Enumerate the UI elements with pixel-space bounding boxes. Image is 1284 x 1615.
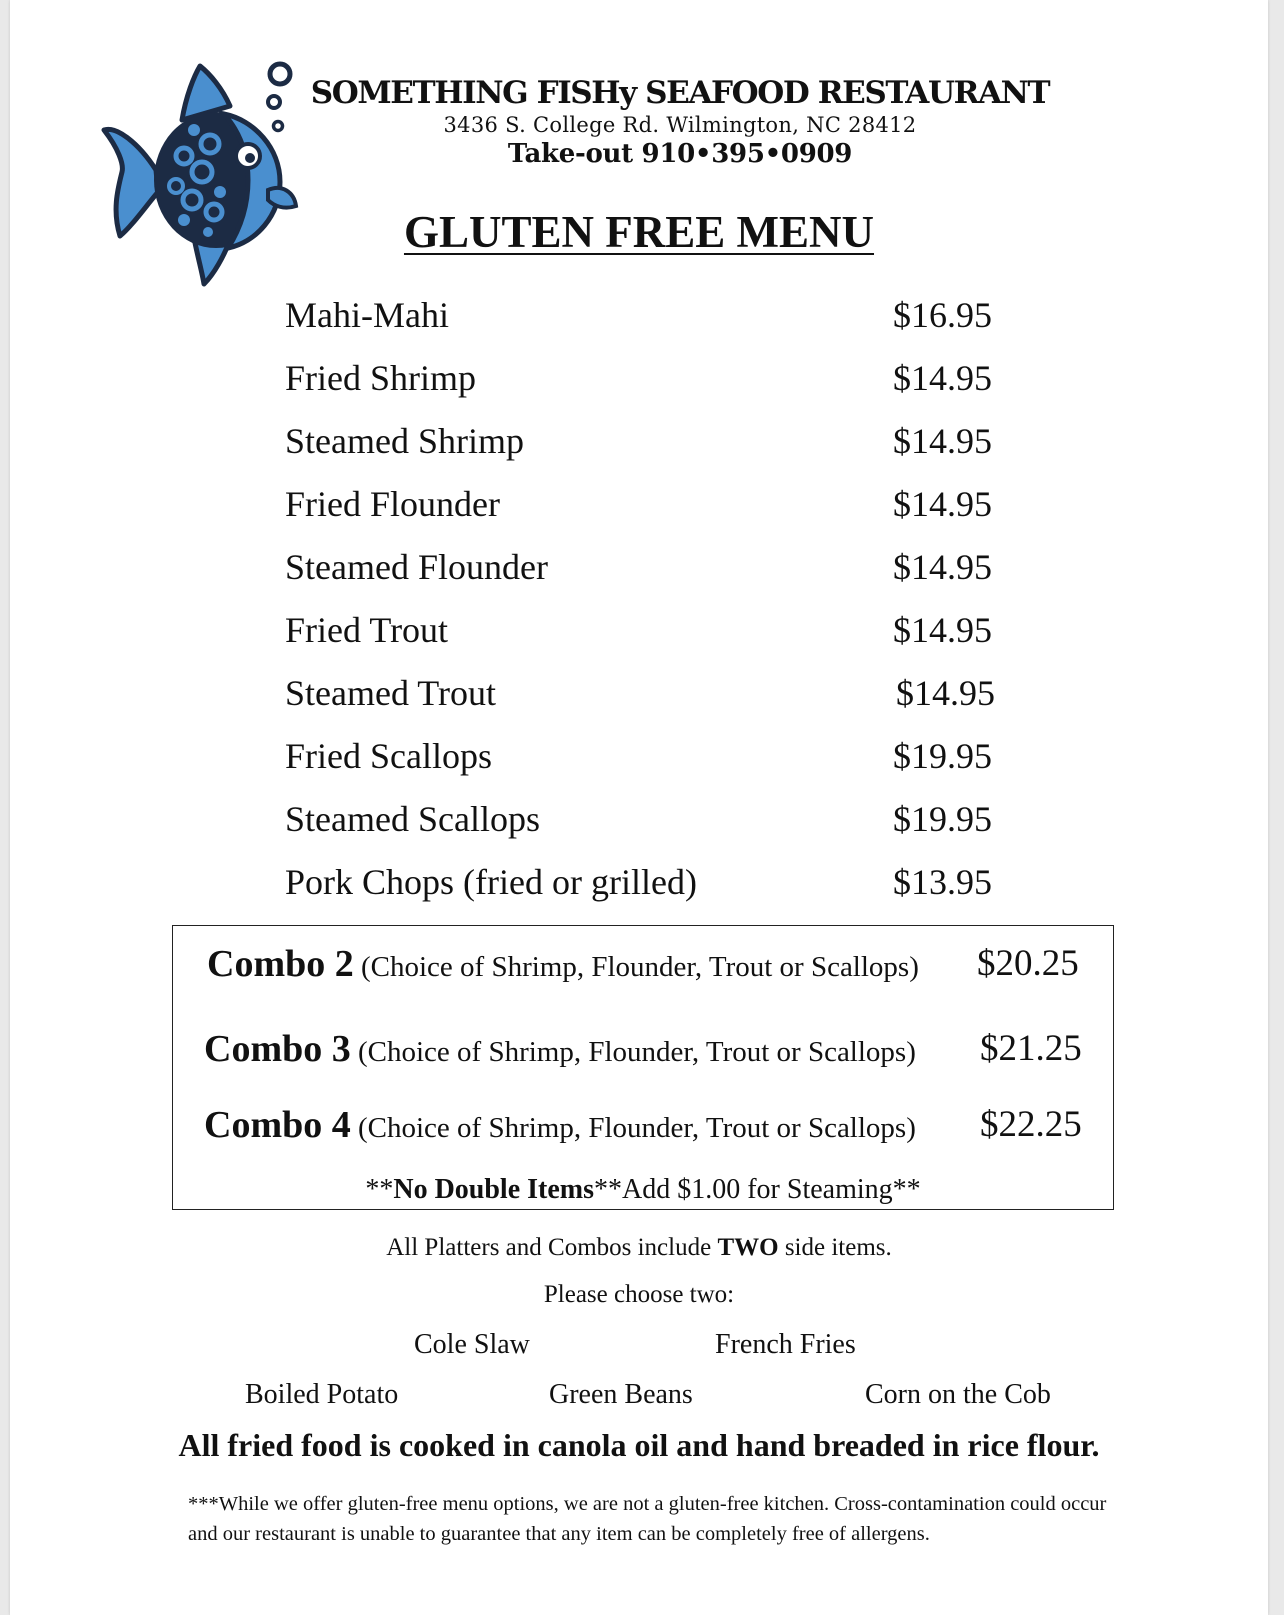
menu-page: [10, 0, 1268, 1615]
restaurant-header: [300, 74, 1060, 170]
menu-item: [285, 481, 1005, 544]
menu-item-name: Pork Chops (fried or grilled): [285, 862, 697, 902]
sides-intro: [10, 1234, 1268, 1262]
side-item: Green Beans: [549, 1379, 693, 1410]
side-item: Boiled Potato: [245, 1379, 399, 1410]
menu-item: [285, 292, 1005, 355]
menu-item: [285, 418, 1005, 481]
menu-item-name: Steamed Shrimp: [285, 421, 524, 461]
menu-item: [285, 670, 1005, 733]
restaurant-address: 3436 S. College Rd. Wilmington, NC 28412: [443, 113, 917, 137]
combo-note-rest: **Add $1.00 for Steaming**: [594, 1174, 921, 1205]
menu-item-name: Fried Flounder: [285, 484, 500, 524]
menu-item-price: $19.95: [893, 736, 992, 776]
combo-price: $21.25: [980, 1028, 1082, 1069]
menu-item-price: $14.95: [893, 547, 992, 587]
combo-note-prefix: **: [365, 1174, 394, 1205]
combo-label: [204, 1103, 916, 1147]
sides-intro-bold: TWO: [717, 1234, 779, 1261]
menu-item: [285, 733, 1005, 796]
menu-item-price: $19.95: [893, 799, 992, 839]
side-item: Corn on the Cob: [865, 1379, 1051, 1410]
menu-item-name: Steamed Flounder: [285, 547, 548, 587]
sides-prompt: Please choose two:: [543, 1281, 735, 1308]
menu-item: [285, 544, 1005, 607]
takeout-phone: Take-out 910•395•0909: [507, 139, 853, 169]
menu-item-price: $14.95: [893, 484, 992, 524]
menu-item: [285, 607, 1005, 670]
menu-item: [285, 355, 1005, 418]
menu-item-name: Fried Scallops: [285, 736, 492, 776]
menu-item-name: Fried Shrimp: [285, 358, 477, 398]
combo-item: [173, 1103, 1113, 1153]
combo-note: [173, 1174, 1113, 1206]
combo-description: (Choice of Shrimp, Flounder, Trout or Scallops): [360, 951, 919, 983]
menu-item: [285, 796, 1005, 859]
menu-item-price: $14.95: [893, 610, 992, 650]
menu-item-name: Steamed Trout: [285, 673, 497, 713]
menu-item: [285, 859, 1005, 922]
combo-price: $20.25: [977, 943, 1079, 984]
combo-note-bold: No Double Items: [393, 1174, 595, 1205]
menu-item-price: $14.95: [896, 673, 995, 713]
menu-item-name: Fried Trout: [285, 610, 449, 650]
combo-description: (Choice of Shrimp, Flounder, Trout or Scallops): [357, 1112, 916, 1144]
combo-box: [172, 925, 1114, 1210]
fried-food-note: All fried food is cooked in canola oil and hand breaded in rice flour.: [178, 1427, 1100, 1463]
allergen-disclaimer: ***While we offer gluten-free menu options, we are not a gluten-free kitchen. Cross-contamination could occur and our restaurant is unable to guarantee that any item can be completely free of allergens.: [188, 1493, 1107, 1545]
combo-name: Combo 2: [207, 943, 354, 985]
menu-item-price: $13.95: [893, 862, 992, 902]
menu-item-name: Steamed Scallops: [285, 799, 540, 839]
sides-intro-before: All Platters and Combos include: [386, 1234, 718, 1261]
combo-name: Combo 3: [204, 1028, 351, 1070]
menu-item-name: Mahi-Mahi: [285, 295, 449, 335]
combo-name: Combo 4: [204, 1104, 351, 1146]
menu-item-price: $16.95: [893, 295, 992, 335]
combo-label: [204, 1027, 916, 1071]
menu-item-price: $14.95: [893, 358, 992, 398]
menu-item-price: $14.95: [893, 421, 992, 461]
combo-price: $22.25: [980, 1104, 1082, 1145]
side-item: Cole Slaw: [414, 1329, 530, 1360]
sides-intro-after: side items.: [778, 1234, 892, 1261]
combo-description: (Choice of Shrimp, Flounder, Trout or Scallops): [357, 1036, 916, 1068]
combo-label: [207, 942, 919, 986]
side-item: French Fries: [715, 1329, 856, 1360]
combo-item: [173, 942, 1113, 992]
menu-title: GLUTEN FREE MENU: [403, 207, 875, 257]
menu-items-list: [285, 292, 1005, 922]
restaurant-name: SOMETHING FISHy SEAFOOD RESTAURANT: [310, 75, 1050, 111]
combo-item: [173, 1027, 1113, 1077]
